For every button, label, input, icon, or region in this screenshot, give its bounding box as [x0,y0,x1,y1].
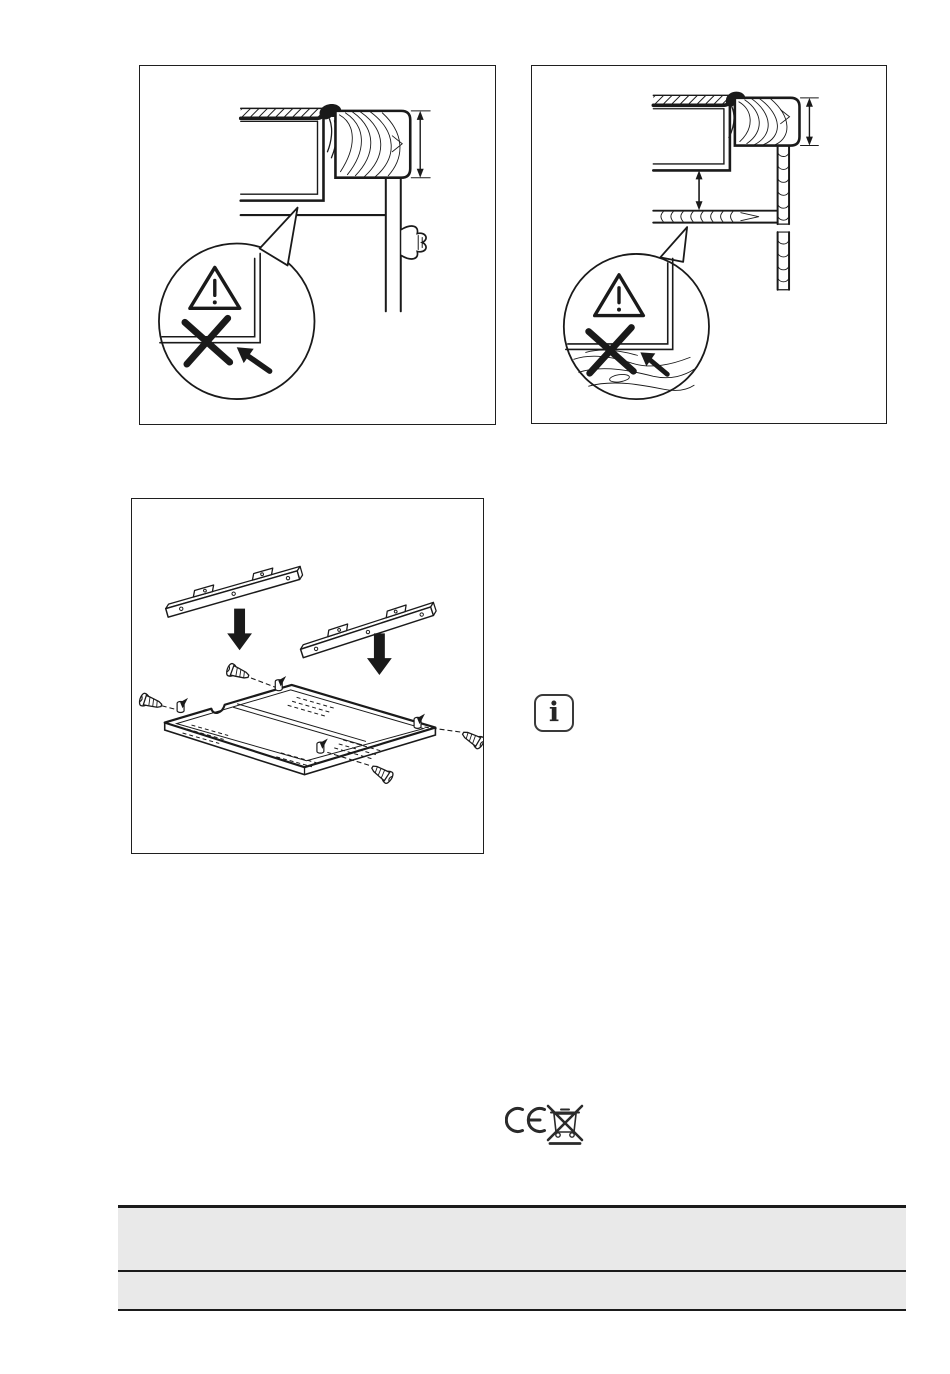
down-arrow-icon [367,633,392,675]
shelf-board [653,211,776,223]
screw-icon [369,762,395,785]
screw-icon [138,692,163,711]
clamp-fastener [401,226,426,259]
callout-magnifier [159,208,315,399]
hob-glass-edge [241,108,325,118]
figure-protection-tray-mounting [131,498,484,854]
figure1-drawing [140,66,495,424]
mounting-bracket-left [163,561,303,617]
screw-icon [460,728,483,750]
table-row [118,1272,906,1309]
screw-icon [225,663,250,683]
hob-glass-edge [653,95,731,105]
hob-body [653,106,730,171]
height-dimension-arrow [411,111,430,178]
info-icon-glyph: i [548,696,560,728]
callout-magnifier [564,227,709,399]
figure-hob-shelf-clearance-warning [531,65,887,424]
down-arrow-icon [227,609,252,651]
clip-icon [177,698,188,713]
figure3-drawing [132,499,483,853]
table-row [118,1208,906,1272]
side-wood-board [778,146,789,290]
figure-countertop-edge-seal-warning [139,65,496,425]
hob-body [241,118,324,201]
weee-icon [548,1106,582,1144]
compliance-marks [505,1098,605,1146]
figure2-drawing [532,66,886,423]
height-dimension-arrow [800,98,818,146]
footer-table [118,1205,906,1311]
ce-mark-icon [506,1109,544,1132]
info-icon [534,694,574,732]
worktop-wood-block [735,98,800,146]
gap-dimension-arrow [696,170,703,210]
worktop-wood-block [335,111,410,178]
callout-wedge [660,227,687,262]
mounting-bracket-right [298,597,438,658]
protection-tray [165,685,436,775]
